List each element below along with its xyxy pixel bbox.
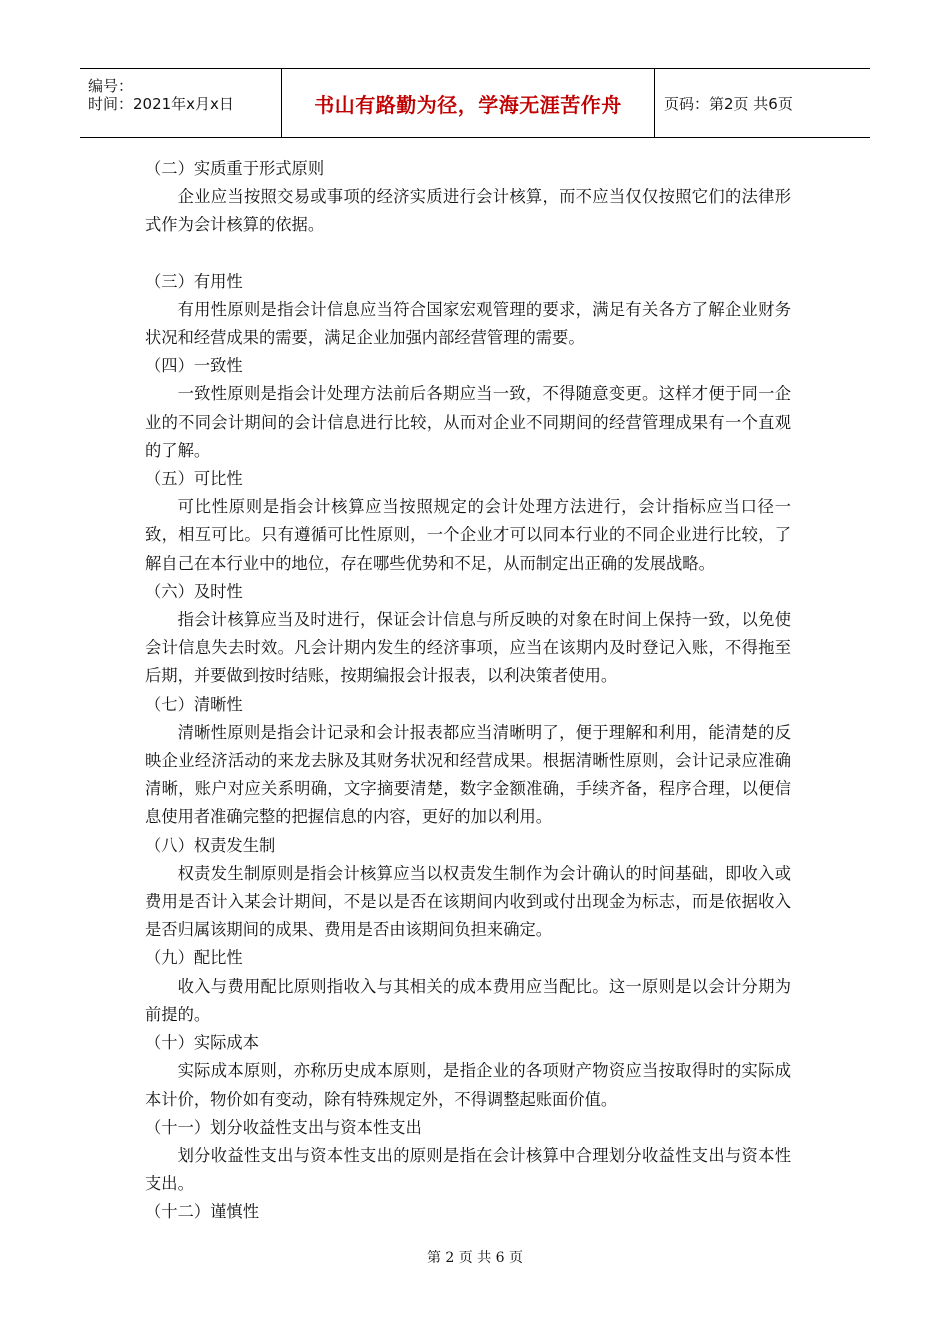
document-number-label: 编号： bbox=[88, 77, 134, 95]
section-paragraph: 收入与费用配比原则指收入与其相关的成本费用应当配比。这一原则是以会计分期为前提的。 bbox=[145, 976, 791, 1024]
header-page-info: 页码：第2页 共6页 bbox=[664, 94, 793, 113]
document-body bbox=[145, 155, 791, 1227]
section-paragraph: 一致性原则是指会计处理方法前后各期应当一致，不得随意变更。这样才便于同一企业的不同会计期间的会计信息进行比较，从而对企业不同期间的经营管理成果有一个直观的了解。 bbox=[145, 384, 791, 460]
section-paragraph: 权责发生制原则是指会计核算应当以权责发生制作为会计确认的时间基础，即收入或费用是否计入某会计期间，不是以是否在该期间内收到或付出现金为标志，而是依据收入是否归属该期间的成果、费用是否由该期间负担来确定。 bbox=[145, 863, 791, 940]
page-header bbox=[80, 68, 870, 138]
header-motto: 书山有路勤为径，学海无涯苦作舟 bbox=[314, 92, 622, 117]
section-paragraph: 指会计核算应当及时进行，保证会计信息与所反映的对象在时间上保持一致，以免使会计信息失去时效。凡会计期内发生的经济事项，应当在该期内及时登记入账，不得拖至后期，并要做到按时结账，按期编报会计报表，以利决策者使用。 bbox=[145, 610, 791, 686]
section-heading: （三）有用性 bbox=[145, 271, 243, 291]
section-paragraph: 企业应当按照交易或事项的经济实质进行会计核算，而不应当仅仅按照它们的法律形式作为会计核算的依据。 bbox=[145, 187, 791, 235]
document-date: 时间：2021年x月x日 bbox=[88, 95, 234, 113]
section-heading: （八）权责发生制 bbox=[145, 835, 276, 855]
section-paragraph: 实际成本原则，亦称历史成本原则，是指企业的各项财产物资应当按取得时的实际成本计价，物价如有变动，除有特殊规定外，不得调整起账面价值。 bbox=[145, 1061, 791, 1109]
section-heading: （五）可比性 bbox=[145, 469, 243, 489]
section-heading: （二）实质重于形式原则 bbox=[145, 159, 325, 178]
section-heading: （十二）谨慎性 bbox=[145, 1202, 259, 1222]
section-heading: （十）实际成本 bbox=[145, 1033, 259, 1053]
section-paragraph: 有用性原则是指会计信息应当符合国家宏观管理的要求，满足有关各方了解企业财务状况和经营成果的需要，满足企业加强内部经营管理的需要。 bbox=[145, 299, 791, 348]
section-heading: （四）一致性 bbox=[145, 356, 243, 376]
section-heading: （七）清晰性 bbox=[145, 694, 243, 714]
section-paragraph: 可比性原则是指会计核算应当按照规定的会计处理方法进行，会计指标应当口径一致，相互可比。只有遵循可比性原则，一个企业才可以同本行业的不同企业进行比较，了解自己在本行业中的地位，存在哪些优势和不足，从而制定出正确的发展战略。 bbox=[145, 497, 791, 573]
section-heading: （六）及时性 bbox=[145, 581, 243, 601]
section-paragraph: 清晰性原则是指会计记录和会计报表都应当清晰明了，便于理解和利用，能清楚的反映企业经济活动的来龙去脉及其财务状况和经营成果。根据清晰性原则，会计记录应准确清晰，账户对应关系明确，文字摘要清楚，数字金额准确，手续齐备，程序合理，以便信息使用者准确完整的把握信息的内容，更好的加以利用。 bbox=[145, 722, 791, 827]
section-heading: （十一）划分收益性支出与资本性支出 bbox=[145, 1117, 422, 1137]
section-paragraph: 划分收益性支出与资本性支出的原则是指在会计核算中合理划分收益性支出与资本性支出。 bbox=[145, 1145, 791, 1194]
section-heading: （九）配比性 bbox=[145, 948, 243, 968]
header-page-cell bbox=[655, 69, 870, 137]
header-meta-cell bbox=[80, 69, 282, 137]
page-footer: 第 2 页 共 6 页 bbox=[426, 1250, 524, 1266]
header-motto-cell bbox=[282, 69, 655, 137]
